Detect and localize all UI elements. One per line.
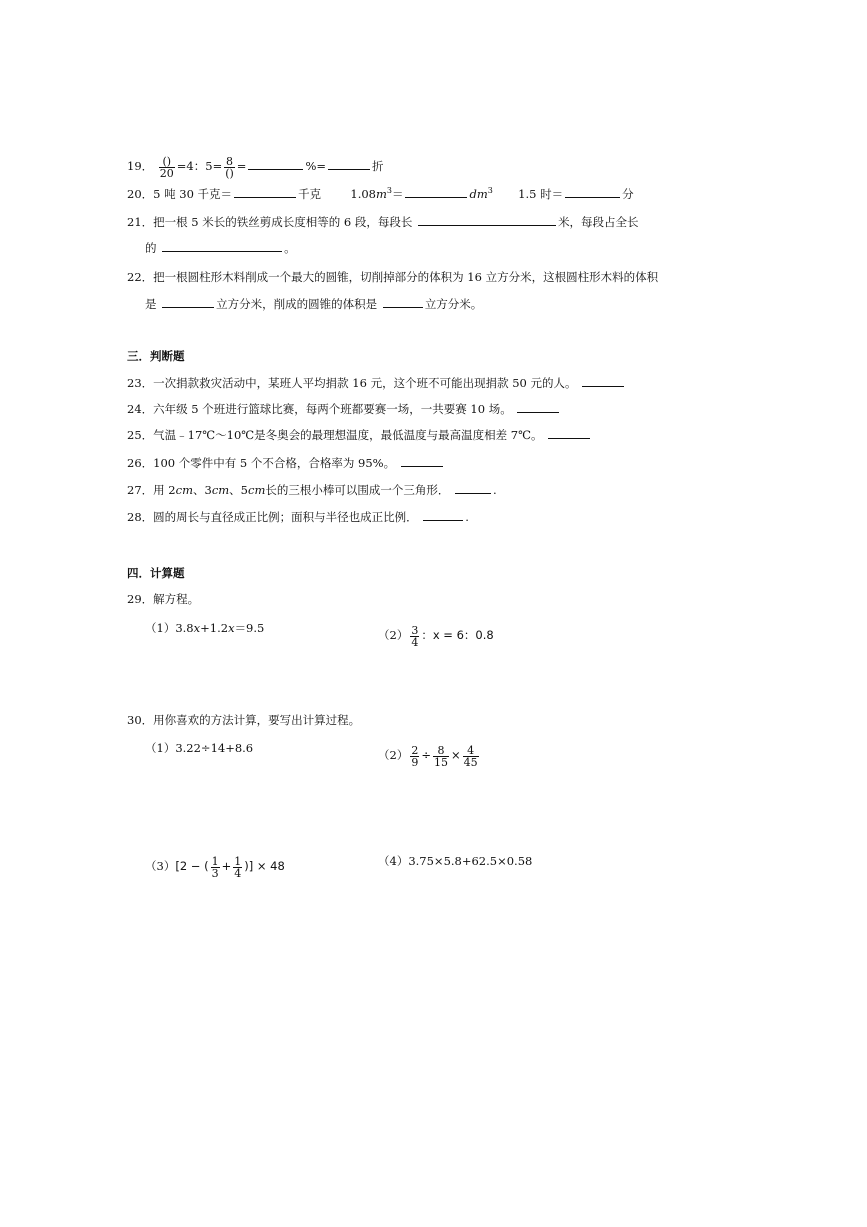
- answer-blank[interactable]: [582, 375, 624, 387]
- section-heading-calculation: 四．计算题: [127, 566, 185, 580]
- question-19: [127, 154, 384, 180]
- fraction-numerator: 1: [211, 854, 219, 868]
- unit-text: 分: [622, 187, 634, 201]
- question-23: [127, 375, 626, 391]
- question-number: 29．: [127, 592, 154, 606]
- question-text: 1.08: [350, 187, 376, 201]
- question-text: 1.5 时＝: [518, 187, 564, 201]
- fraction-denominator: 4: [234, 866, 242, 880]
- answer-blank[interactable]: [162, 296, 214, 308]
- equation-text: =4：5=: [176, 159, 223, 173]
- question-30: [127, 712, 360, 728]
- period: .: [493, 483, 497, 497]
- unit-text: cm: [175, 483, 193, 497]
- equation-text: 折: [372, 159, 384, 173]
- question-21: [127, 214, 639, 230]
- answer-blank[interactable]: [328, 158, 370, 170]
- fraction: [224, 156, 235, 179]
- question-29-part-2: [378, 622, 494, 648]
- question-text: 100 个零件中有 5 个不合格，合格率为 95%。: [153, 456, 396, 470]
- answer-blank[interactable]: [383, 296, 423, 308]
- part-label: （4）: [378, 854, 409, 868]
- question-22: [127, 269, 658, 285]
- question-number: 25．: [127, 428, 154, 442]
- question-text: 长的三根小棒可以围成一个三角形．: [265, 483, 450, 497]
- fraction-denominator: 3: [211, 866, 219, 880]
- equation-text: %=: [305, 159, 327, 173]
- unit-text: cm: [211, 483, 230, 497]
- question-21-continued: [145, 240, 296, 256]
- question-29: [127, 591, 199, 607]
- question-number: 20．: [127, 187, 154, 201]
- fraction: [159, 156, 175, 179]
- question-text: 、3: [192, 483, 212, 497]
- question-text: 立方分米。: [424, 297, 483, 311]
- question-number: 27．: [127, 483, 154, 497]
- question-number: 24．: [127, 402, 154, 416]
- question-text: 把一根圆柱形木料削成一个最大的圆锥，切削掉部分的体积为 16 立方分米，这根圆柱形木料的体积: [153, 270, 659, 284]
- fraction-denominator: 20: [159, 166, 174, 180]
- fraction-numerator: 8: [226, 154, 233, 168]
- answer-blank[interactable]: [418, 214, 556, 226]
- question-20: [127, 186, 634, 202]
- fraction: [463, 745, 479, 768]
- answer-blank[interactable]: [162, 240, 282, 252]
- expression: +1.2: [200, 621, 229, 635]
- question-number: 19．: [127, 159, 154, 173]
- answer-blank[interactable]: [455, 482, 491, 494]
- fraction: [410, 745, 419, 768]
- variable: x: [228, 621, 235, 635]
- question-number: 26．: [127, 456, 154, 470]
- answer-blank[interactable]: [548, 427, 590, 439]
- operator: ÷: [421, 748, 431, 762]
- fraction-numerator: 1: [234, 854, 242, 868]
- question-text: 5 吨 30 千克＝: [153, 187, 233, 201]
- fraction-numerator: 2: [411, 743, 419, 757]
- fraction-denominator: 9: [411, 755, 419, 769]
- fraction-numerator: (): [159, 156, 175, 168]
- answer-blank[interactable]: [423, 509, 463, 521]
- question-22-continued: [145, 296, 482, 312]
- part-label: （2）: [378, 748, 409, 762]
- answer-blank[interactable]: [517, 401, 559, 413]
- question-26: [127, 455, 445, 471]
- section-heading-judgment: 三．判断题: [127, 349, 185, 363]
- part-label: （3）: [145, 859, 176, 873]
- question-30-part-2: [378, 740, 481, 770]
- question-number: 30．: [127, 713, 154, 727]
- fraction-denominator: 45: [463, 755, 478, 769]
- question-text: 气温﹣17℃～10℃是冬奥会的最理想温度，最低温度与最高温度相差 7℃。: [153, 428, 543, 442]
- question-30-part-3: [145, 852, 285, 880]
- period: .: [465, 510, 469, 524]
- expression: 3.22÷14+8.6: [175, 741, 254, 755]
- question-text: 用 2: [153, 483, 176, 497]
- equation-text: =: [236, 159, 247, 173]
- expression: ＝9.5: [234, 621, 265, 635]
- question-text: 。: [284, 241, 296, 255]
- answer-blank[interactable]: [401, 455, 443, 467]
- unit-text: cm: [248, 483, 266, 497]
- question-29-part-1: [145, 620, 264, 636]
- expression: 3.75×5.8+62.5×0.58: [408, 854, 533, 868]
- expression: [2 − (: [175, 859, 209, 873]
- equation-text: ＝: [391, 187, 404, 201]
- superscript: 3: [386, 186, 392, 196]
- question-24: [127, 401, 561, 417]
- fraction-denominator: 15: [433, 755, 448, 769]
- expression: 3.8: [175, 621, 194, 635]
- part-label: （1）: [145, 621, 176, 635]
- question-text: 的: [145, 241, 157, 255]
- answer-blank[interactable]: [405, 186, 467, 198]
- fraction-denominator: 4: [411, 635, 419, 649]
- question-30-part-1: [145, 740, 253, 756]
- fraction-numerator: 8: [433, 745, 449, 757]
- question-text: 六年级 5 个班进行篮球比赛，每两个班都要赛一场，一共要赛 10 场。: [153, 402, 512, 416]
- expression: ：x = 6：0.8: [421, 628, 494, 642]
- question-number: 21．: [127, 215, 154, 229]
- question-number: 23．: [127, 376, 154, 390]
- variable: x: [193, 621, 201, 635]
- question-text: 圆的周长与直径成正比例；面积与半径也成正比例．: [153, 510, 418, 524]
- question-text: 、5: [229, 483, 248, 497]
- question-text: 是: [145, 297, 157, 311]
- fraction: [433, 745, 449, 768]
- part-label: （1）: [145, 741, 176, 755]
- unit-text: dm: [469, 187, 488, 201]
- answer-blank[interactable]: [234, 186, 296, 198]
- question-27: [127, 482, 497, 498]
- question-text: 米，每段占全长: [558, 215, 639, 229]
- expression: )] × 48: [244, 859, 285, 873]
- question-number: 22．: [127, 270, 154, 284]
- question-text: 一次捐款救灾活动中，某班人平均捐款 16 元，这个班不可能出现捐款 50 元的人。: [153, 376, 577, 390]
- question-25: [127, 427, 592, 443]
- question-number: 28．: [127, 510, 154, 524]
- question-text: 把一根 5 米长的铁丝剪成长度相等的 6 段，每段长: [153, 215, 413, 229]
- fraction: [410, 625, 419, 648]
- question-30-part-4: [378, 853, 532, 869]
- fraction: [211, 856, 220, 879]
- superscript: 3: [487, 186, 493, 196]
- part-label: （2）: [378, 628, 409, 642]
- operator: +: [221, 859, 232, 873]
- question-text: 解方程。: [153, 592, 200, 606]
- unit-text: m: [375, 187, 387, 201]
- question-text: 用你喜欢的方法计算，要写出计算过程。: [153, 713, 361, 727]
- question-28: [127, 509, 469, 525]
- unit-text: 千克: [298, 187, 322, 201]
- question-text: 立方分米，削成的圆锥的体积是: [216, 297, 378, 311]
- answer-blank[interactable]: [248, 158, 303, 170]
- answer-blank[interactable]: [565, 186, 620, 198]
- fraction-numerator: 4: [463, 745, 479, 757]
- operator: ×: [450, 748, 461, 762]
- fraction-denominator: (): [225, 166, 234, 180]
- fraction-numerator: 3: [411, 623, 419, 637]
- fraction: [233, 856, 242, 879]
